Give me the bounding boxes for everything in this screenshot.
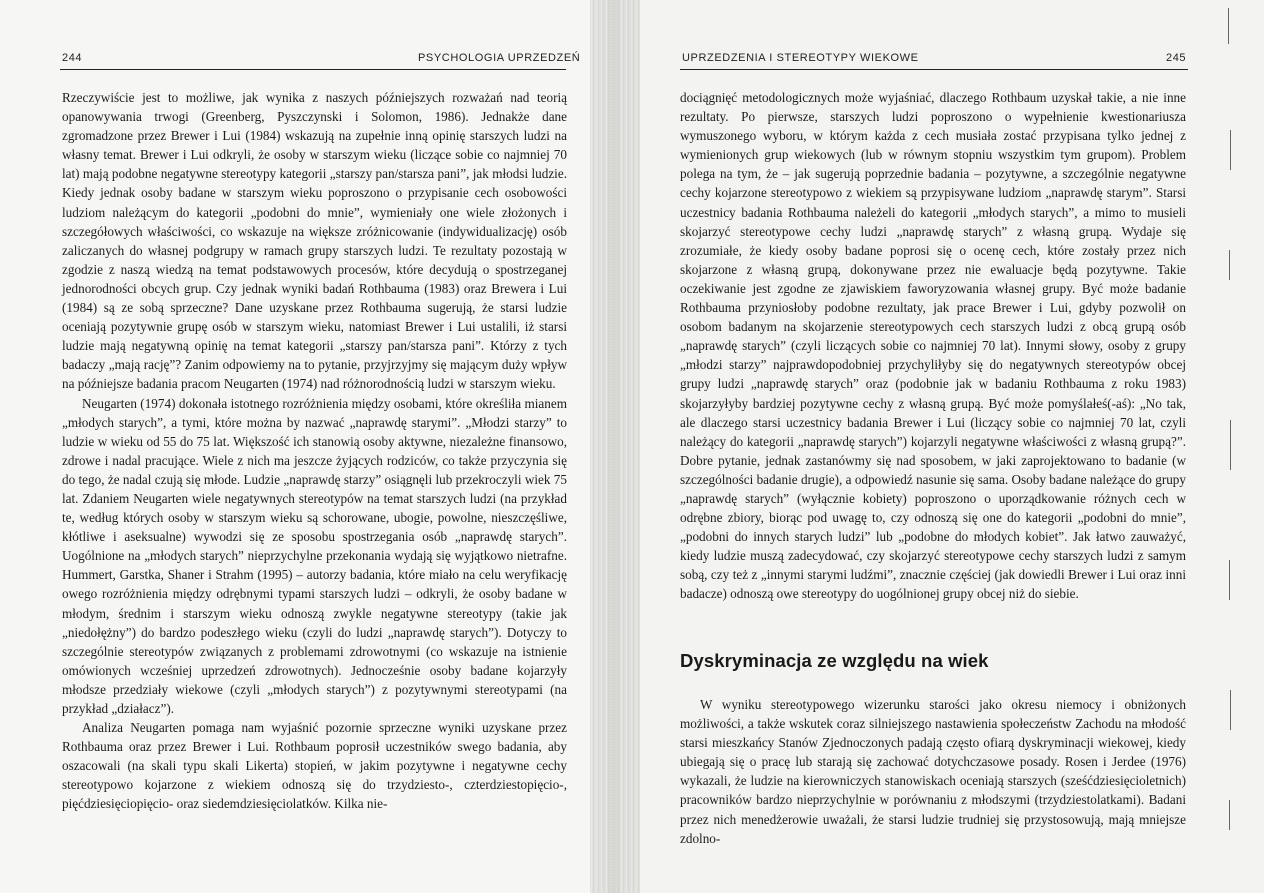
left-running-head: PSYCHOLOGIA UPRZEDZEŃ — [418, 52, 581, 64]
scan-edge-mark — [1229, 800, 1230, 830]
left-page — [0, 0, 600, 893]
right-header-rule — [680, 69, 1188, 70]
right-page-number: 245 — [1166, 52, 1187, 64]
scan-edge-mark — [1228, 8, 1229, 44]
scan-edge-mark — [1230, 130, 1231, 170]
right-running-head: UPRZEDZENIA I STEREOTYPY WIEKOWE — [682, 52, 919, 64]
right-body-text-bottom — [680, 695, 1186, 848]
left-body-text — [62, 88, 567, 814]
scan-edge-mark — [1229, 560, 1230, 600]
scan-edge-mark — [1230, 690, 1231, 730]
paragraph: Rzeczywiście jest to możliwe, jak wynika z naszych późniejszych rozważań nad teorią opanowywania trwogi (Greenberg, Pyszczynski i Solomon, 1986). Jednakże dane zgromadzone przez Brewer i Lui (1984) wskazują na zupełnie inną opinię starszych ludzi na własny temat. Brewer i Lui odkryli, że osoby w starszym wieku (liczące sobie co najmniej 70 lat) mają podobne negatywne stereotypy kategorii „starszy pan/starsza pani”, jak młodsi ludzie. Kiedy jednak osoby badane w starszym wieku poproszono o przypisanie cech osobowości ludziom należącym do kategorii „podobni do mnie”, wymieniały one wiele złożonych i szczegółowych właściwości, co wskazuje na większe zróżnicowanie (indywidualizację) osób zaliczanych do własnej podgrupy w ramach grupy starszych ludzi. Te rezultaty pozostają w zgodzie z naszą wiedzą na temat podstawowych procesów, które decydują o spostrzeganej jednorodności obcych grup. Czy jednak wyniki badań Rothbauma (1983) oraz Brewera i Lui (1984) są ze sobą sprzeczne? Dane uzyskane przez Rothbauma sugerują, że starsi ludzie oceniają pozytywnie grupę osób w starszym wieku, natomiast Brewer i Lui ustalili, iż starsi ludzie mają negatywną opinię na temat kategorii „starszy pan/starsza pani”. Którzy z tych badaczy „mają rację”? Zanim odpowiemy na to pytanie, przyjrzyjmy się mającym duży wpływ na późniejsze badania pracom Neugarten (1974) nad różnorodnością ludzi w starszym wieku. — [62, 90, 567, 392]
paragraph: dociągnięć metodologicznych może wyjaśniać, dlaczego Rothbaum uzyskał takie, a nie inne rezultaty. Po pierwsze, starszych ludzi poproszono o wypełnienie kwestionariusza wymuszonego wyboru, w którym każda z cech musiała zostać przypisana tylko jednej z wymienionych grup wiekowych (lub w równym stopniu wszystkim tym grupom). Problem polega na tym, że – jak sugerują poprzednie badania – pozytywne, a szczególnie negatywne cechy kojarzone stereotypowo z wiekiem są przypisywane ludziom „naprawdę starym”. Starsi uczestnicy badania Rothbauma należeli do kategorii „młodych starych”, a mimo to musieli skojarzyć stereotypowe cechy ludzi „naprawdę starych” z własną grupą. Wydaje się zrozumiałe, że kiedy osoby badane poprosi się o ocenę cech, które zostały przez nich skojarzone z własną grupą, dokonywane przez nie ewaluacje będą pozytywne. Takie oczekiwanie jest zgodne ze zjawiskiem faworyzowania własnej grupy. Być może badanie Rothbauma przyniosłoby podobne rezultaty, jak prace Brewer i Lui, gdyby pozwolił on osobom badanym na skojarzenie stereotypowych cech starszych ludzi z obcą grupą osób „naprawdę starych” (czyli liczących sobie co najmniej 70 lat). Innymi słowy, osoby z grupy „młodzi starzy” najprawdopodobniej przychyliłyby się do negatywnych stereotypów obcej grupy ludzi „naprawdę starych” oraz (podobnie jak w badaniu Rothbauma z roku 1983) skojarzyłyby bardziej pozytywne cechy z własną grupą. Być może pomyślałeś(-aś): „No tak, ale dlaczego starsi uczestnicy badania Brewer i Lui (liczący sobie co najmniej 70 lat, czyli należący do kategorii „naprawdę starych”) kojarzyli negatywne właściwości z własną grupą?”. Dobre pytanie, jednak zastanówmy się nad sposobem, w jaki zaprojektowano to badanie (w szczególności badanie drugie), a odpowiedź nasunie się sama. Osoby badane należące do grupy „naprawdę starych” (wyłącznie kobiety) poproszono o uporządkowanie różnych cech w odrębne zbiory, biorąc pod uwagę to, czy odnoszą się one do kategorii „podobni do mnie”, „podobni do innych starych ludzi” lub „podobne do młodych kobiet”. Jak łatwo zauważyć, kiedy ludzie muszą zadecydować, czy skojarzyć stereotypowe cechy starszych ludzi z samym sobą, czy też z „innymi starymi ludźmi”, znacznie częściej (jak dowiedli Brewer i Lui oraz inni badacze) odnoszą owe stereotypy do uogólnionej grupy obcej niż do siebie. — [680, 90, 1186, 602]
scan-edge-mark — [1229, 250, 1230, 280]
paragraph: Analiza Neugarten pomaga nam wyjaśnić pozornie sprzeczne wyniki uzyskane przez Rothbauma oraz przez Brewer i Lui. Rothbaum poprosił uczestników swego badania, aby oszacowali (na skali typu skali Likerta) stopień, w jakim pozytywne i negatywne cechy stereotypowo kojarzone z wiekiem odnoszą się do trzydziesto-, czterdziestopięcio-, pięćdziesięciopięcio- oraz siedemdziesięciolatków. Kilka nie- — [62, 720, 567, 812]
right-body-text — [680, 88, 1186, 604]
left-header-rule — [60, 69, 566, 70]
paragraph: Neugarten (1974) dokonała istotnego rozróżnienia między osobami, które określiła mianem „młodych starych”, a tymi, które można by nazwać „naprawdę starymi”. „Młodzi starzy” to ludzie w wieku od 55 do 75 lat. Większość ich stanowią osoby aktywne, niezależne finansowo, zdrowe i nadal pracujące. Wiele z nich ma jeszcze żyjących rodziców, co także przyczynia się do tego, że nadal czują się młode. Ludzie „naprawdę starzy” osiągnęli lub przekroczyli wiek 75 lat. Zdaniem Neugarten wiele negatywnych stereotypów na temat starszych ludzi (na przykład te, według których osoby w starszym wieku są schorowane, ubogie, powolne, nieszczęśliwe, kłótliwe i aseksualne) wywodzi się ze sposobu spostrzegania osób „naprawdę starych”. Uogólnione na „młodych starych” nieprzychylne przekonania wydają się wyjątkowo nietrafne. Hummert, Garstka, Shaner i Strahm (1995) – autorzy badania, które miało na celu weryfikację owego rozróżnienia między odrębnymi typami starszych ludzi – odkryli, że osoby badane w młodym, średnim i starszym wieku odnoszą zwykle negatywne stereotypy (takie jak „niedołężny”) do bardzo podeszłego wieku (czyli do ludzi „naprawdę starych”). Dotyczy to szczególnie stereotypów związanych z problemami zdrowotnymi (co wskazuje na istnienie omówionych wcześniej uprzedzeń zdrowotnych). Jednocześnie osoby badane kojarzyły młodsze przedziały wiekowe (czyli „młodych starych”) z pozytywnymi stereotypami (na przykład „działacz”). — [62, 395, 567, 716]
section-heading: Dyskryminacja ze względu na wiek — [680, 650, 989, 671]
scan-edge-mark — [1230, 420, 1231, 470]
paragraph: W wyniku stereotypowego wizerunku starości jako okresu niemocy i obniżonych możliwości, a także wskutek coraz silniejszego nastawienia społeczeństw Zachodu na młodość starsi mieszkańcy Stanów Zjednoczonych padają często ofiarą dyskryminacji wiekowej, kiedy ubiegają się o pracę lub starają się zachować dotychczasowe posady. Rosen i Jerdee (1976) wykazali, że ludzie na kierowniczych stanowiskach oceniają starszych (sześćdziesięcioletnich) pracowników bardzo nieprzychylnie w porównaniu z młodszymi (trzydziestolatkami). Badani przez nich menedżerowie uważali, że starsi ludzie trudniej się przystosowują, mają mniejsze zdolno- — [680, 697, 1186, 846]
left-page-number: 244 — [62, 52, 83, 64]
